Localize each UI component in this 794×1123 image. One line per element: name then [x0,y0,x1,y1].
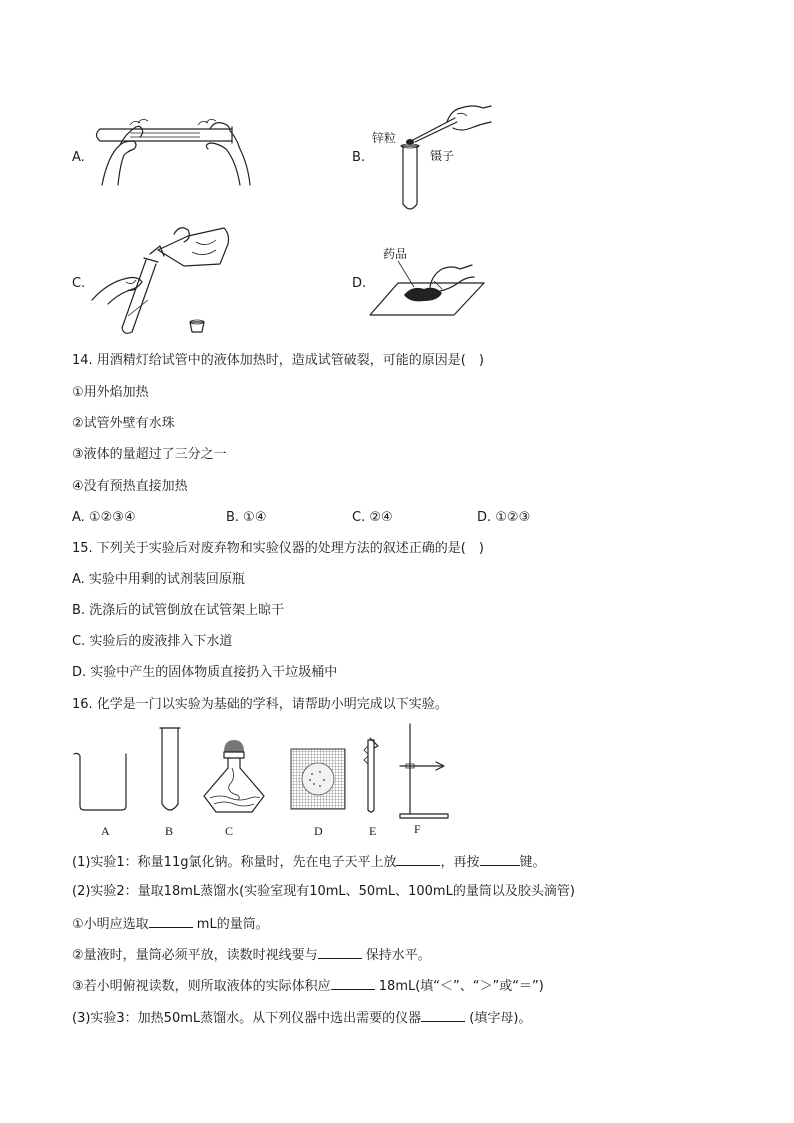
instrument-a-beaker [72,750,134,812]
q15-stem: 15. 下列关于实验后对废弃物和实验仪器的处理方法的叙述正确的是( ) [72,541,484,556]
q14-choice-c[interactable]: C. ②④ [352,510,393,525]
q16-part2-2 [72,946,431,964]
option-c-label: C. [72,276,86,291]
figure-c-pouring-liquid [88,220,238,338]
q14-choice-d[interactable]: D. ①②③ [477,510,531,525]
q16-part2-1-blank[interactable] [149,915,193,928]
instrument-e-test-tube-holder [362,736,382,816]
q15-choice-a[interactable]: A. 实验中用剩的试剂装回原瓶 [72,572,245,587]
q16-part3 [72,1009,531,1027]
q16-part2-1 [72,915,269,933]
q15-choice-d[interactable]: D. 实验中产生的固体物质直接扔入干垃圾桶中 [72,665,338,680]
instrument-label-a: A [101,824,110,838]
q16-part2-3-text-b: 18mL(填“＜”、“＞”或“＝”) [374,979,544,994]
figure-b-tweezers-zinc-test-tube [395,100,495,215]
option-d-label: D. [352,276,367,291]
q14-item-2: ②试管外壁有水珠 [72,416,175,431]
q16-part1 [72,853,546,871]
instrument-b-test-tube [158,726,182,816]
q15-choice-c[interactable]: C. 实验后的废液排入下水道 [72,634,233,649]
option-a-label: A. [72,150,85,165]
q14-choice-b[interactable]: B. ①④ [226,510,267,525]
instrument-c-alcohol-lamp [196,738,272,816]
figure-d-drug-on-paper [368,255,488,320]
instrument-label-c: C [225,824,234,838]
q14-item-4: ④没有预热直接加热 [72,479,188,494]
instrument-label-b: B [165,824,174,838]
q16-part1-text-b: ，再按 [440,855,480,870]
instrument-label-e: E [369,824,377,838]
q16-part2-3-text-a: ③若小明俯视读数，则所取液体的实际体积应 [72,979,331,994]
q14-stem: 14. 用酒精灯给试管中的液体加热时，造成试管破裂，可能的原因是( ) [72,353,484,368]
q16-part2-1-text-b: mL的量筒。 [192,917,269,932]
q16-part2: (2)实验2：量取18mL蒸馏水(实验室现有10mL、50mL、100mL的量筒以及胶头滴管) [72,884,575,899]
q16-part2-3-blank[interactable] [331,977,375,990]
q16-part2-2-text-b: 保持水平。 [361,948,431,963]
q16-part1-text-c: 键。 [519,855,546,870]
q15-choice-b[interactable]: B. 洗涤后的试管倒放在试管架上晾干 [72,603,285,618]
q14-choice-a[interactable]: A. ①②③④ [72,510,136,525]
q16-part1-text-a: (1)实验1：称量11g氯化钠。称量时，先在电子天平上放 [72,855,397,870]
q16-part3-blank[interactable] [421,1009,465,1022]
q16-part2-2-text-a: ②量液时，量筒必须平放，读数时视线要与 [72,948,318,963]
instrument-label-d: D [314,824,323,838]
instrument-f-iron-stand [396,722,452,822]
drug-label: 药品 [383,247,408,261]
q16-part1-blank-2[interactable] [480,853,520,866]
option-b-label: B. [352,150,366,165]
q16-part2-1-text-a: ①小明应选取 [72,917,149,932]
instrument-label-f: F [414,822,421,836]
figure-a-hands-holding-test-tube [90,115,260,195]
q16-part2-3 [72,977,544,995]
q16-part3-text-b: (填字母)。 [465,1011,532,1026]
q16-part3-text-a: (3)实验3：加热50mL蒸馏水。从下列仪器中选出需要的仪器 [72,1011,422,1026]
q14-item-1: ①用外焰加热 [72,385,149,400]
q16-part1-blank-1[interactable] [396,853,440,866]
zinc-label: 锌粒 [372,131,397,145]
q16-part2-2-blank[interactable] [318,946,362,959]
q14-item-3: ③液体的量超过了三分之一 [72,447,227,462]
instrument-d-wire-gauze [290,748,346,810]
q16-stem: 16. 化学是一门以实验为基础的学科，请帮助小明完成以下实验。 [72,697,448,712]
tweezers-label: 镊子 [430,149,455,163]
